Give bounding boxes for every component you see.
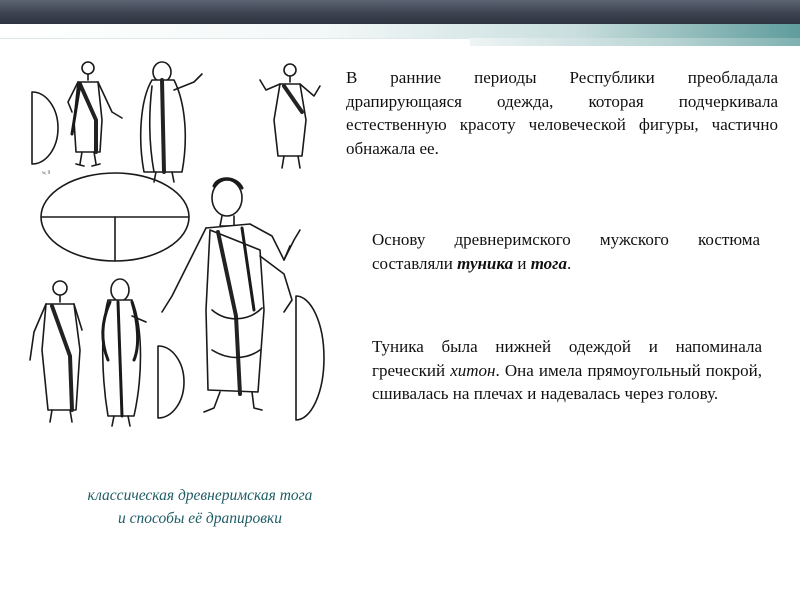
fig-label-mark: w, 9 [42, 171, 51, 176]
text-segment: . Она имела прямоугольный покрой, сшивалась на плечах и надевалась через голову. [372, 360, 762, 403]
term-chiton: хитон [450, 360, 496, 380]
term-toga: тога [530, 253, 567, 273]
caption-line-2: и способы её драпировки [118, 510, 282, 527]
text-segment: . [566, 253, 572, 273]
paragraph-republic-draping: В ранние периоды Республики преобладала драпирующаяся одежда, которая подчеркивала естественную красоту человеческой фигуры, частично обнажала ее. [346, 68, 778, 158]
illustration-caption [40, 484, 360, 530]
half-circle-pattern-right [296, 296, 324, 420]
figure-man-top-3 [260, 64, 320, 168]
teal-gradient-band [0, 24, 800, 38]
teal-accent-line [470, 38, 800, 46]
text-segment: Основу древнеримского мужского костюма составляли [372, 230, 760, 273]
caption-line-1: классическая древнеримская тога [87, 487, 313, 504]
term-tunic: туника [457, 253, 514, 273]
figure-woman-bottom-2 [103, 279, 146, 426]
half-circle-pattern-top-left [32, 92, 58, 164]
paragraph-costume-basis [372, 228, 760, 275]
figure-man-center-large [162, 179, 300, 412]
top-banner [0, 0, 800, 24]
toga-illustration [22, 60, 337, 440]
paragraph-tunic-description [372, 335, 762, 406]
text-segment: Туника была нижней одеждой и напоминала греческий [372, 337, 762, 380]
divider-line [0, 38, 470, 39]
figure-man-top-1 [68, 62, 122, 166]
text-segment: и [513, 253, 531, 273]
half-circle-pattern-middle [158, 346, 184, 418]
figure-man-bottom-1 [30, 281, 82, 422]
toga-layout-ellipse [41, 173, 189, 261]
figure-draped-top-2 [141, 62, 202, 182]
